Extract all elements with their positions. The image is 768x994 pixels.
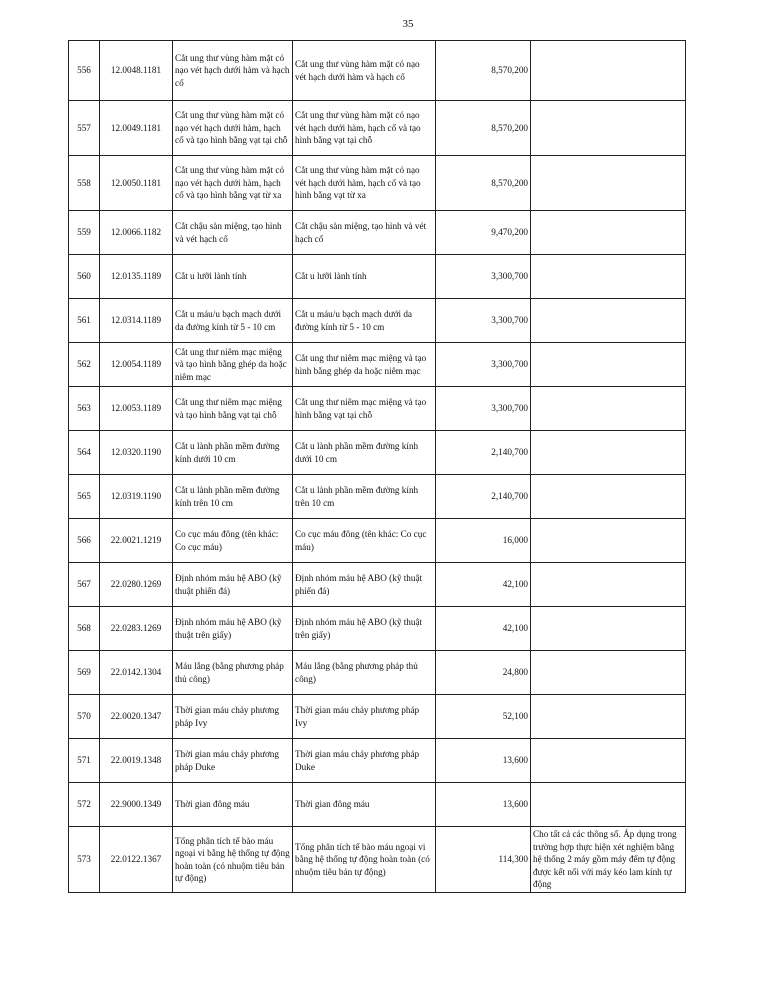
price-value: 42,100: [436, 563, 531, 607]
row-number: 565: [69, 475, 100, 519]
service-name-approved: Co cục máu đông (tên khác: Co cục máu): [293, 519, 436, 563]
note-cell: [531, 783, 686, 827]
note-cell: [531, 475, 686, 519]
note-cell: [531, 299, 686, 343]
note-cell: [531, 607, 686, 651]
service-code: 22.0142.1304: [100, 651, 173, 695]
service-name-approved: Tổng phân tích tế bào máu ngoại vi bằng hệ thống tự động hoàn toàn (có nhuộm tiêu bản tự động): [293, 827, 436, 893]
table-row: [69, 343, 686, 387]
table-row: [69, 387, 686, 431]
row-number: 568: [69, 607, 100, 651]
price-value: 8,570,200: [436, 156, 531, 211]
note-cell: [531, 651, 686, 695]
service-name: Thời gian đông máu: [173, 783, 293, 827]
service-code: 22.0122.1367: [100, 827, 173, 893]
table-row: [69, 211, 686, 255]
table-row: [69, 41, 686, 101]
price-table-body: [69, 41, 686, 893]
price-value: 3,300,700: [436, 343, 531, 387]
price-value: 13,600: [436, 739, 531, 783]
service-name-approved: Cắt ung thư niêm mạc miệng và tạo hình bằng ghép da hoặc niêm mạc: [293, 343, 436, 387]
price-value: 42,100: [436, 607, 531, 651]
note-cell: [531, 431, 686, 475]
service-code: 12.0320.1190: [100, 431, 173, 475]
service-name-approved: Cắt u máu/u bạch mạch dưới da đường kính từ 5 - 10 cm: [293, 299, 436, 343]
service-name-approved: Cắt u lành phần mềm đường kính dưới 10 cm: [293, 431, 436, 475]
service-name-approved: Máu lắng (bằng phương pháp thủ công): [293, 651, 436, 695]
row-number: 571: [69, 739, 100, 783]
service-code: 22.0020.1347: [100, 695, 173, 739]
service-name: Định nhóm máu hệ ABO (kỹ thuật phiến đá): [173, 563, 293, 607]
service-code: 12.0135.1189: [100, 255, 173, 299]
note-cell: [531, 563, 686, 607]
note-cell: [531, 739, 686, 783]
row-number: 562: [69, 343, 100, 387]
price-value: 3,300,700: [436, 299, 531, 343]
note-cell: [531, 41, 686, 101]
row-number: 569: [69, 651, 100, 695]
table-row: [69, 156, 686, 211]
row-number: 567: [69, 563, 100, 607]
service-name-approved: Cắt u lành phần mềm đường kính trên 10 cm: [293, 475, 436, 519]
service-code: 12.0050.1181: [100, 156, 173, 211]
service-name: Cắt u lành phần mềm đường kính dưới 10 cm: [173, 431, 293, 475]
service-name: Tổng phân tích tế bào máu ngoại vi bằng hệ thống tự động hoàn toàn (có nhuộm tiêu bản tự động): [173, 827, 293, 893]
service-code: 12.0314.1189: [100, 299, 173, 343]
table-row: [69, 299, 686, 343]
service-code: 12.0053.1189: [100, 387, 173, 431]
price-value: 13,600: [436, 783, 531, 827]
row-number: 558: [69, 156, 100, 211]
service-name: Cắt u máu/u bạch mạch dưới da đường kính từ 5 - 10 cm: [173, 299, 293, 343]
price-value: 3,300,700: [436, 387, 531, 431]
row-number: 561: [69, 299, 100, 343]
service-code: 22.0021.1219: [100, 519, 173, 563]
service-name-approved: Định nhóm máu hệ ABO (kỹ thuật phiến đá): [293, 563, 436, 607]
note-cell: [531, 211, 686, 255]
price-value: 8,570,200: [436, 41, 531, 101]
note-cell: [531, 695, 686, 739]
table-row: [69, 431, 686, 475]
price-value: 9,470,200: [436, 211, 531, 255]
row-number: 570: [69, 695, 100, 739]
service-name: Thời gian máu chảy phương pháp Ivy: [173, 695, 293, 739]
service-name: Cắt chậu sàn miệng, tạo hình và vét hạch cổ: [173, 211, 293, 255]
note-cell: [531, 387, 686, 431]
price-value: 2,140,700: [436, 431, 531, 475]
service-name: Cắt u lành phần mềm đường kính trên 10 cm: [173, 475, 293, 519]
row-number: 572: [69, 783, 100, 827]
page-number: 35: [402, 18, 414, 30]
service-name: Cắt u lưỡi lành tính: [173, 255, 293, 299]
price-table: [68, 40, 686, 893]
service-code: 22.0019.1348: [100, 739, 173, 783]
service-code: 22.0280.1269: [100, 563, 173, 607]
table-row: [69, 563, 686, 607]
price-value: 8,570,200: [436, 101, 531, 156]
row-number: 566: [69, 519, 100, 563]
row-number: 573: [69, 827, 100, 893]
service-name-approved: Cắt chậu sàn miệng, tạo hình và vét hạch cổ: [293, 211, 436, 255]
service-name: Cắt ung thư niêm mạc miệng và tạo hình bằng vạt tại chỗ: [173, 387, 293, 431]
service-code: 12.0048.1181: [100, 41, 173, 101]
table-row: [69, 695, 686, 739]
service-name: Thời gian máu chảy phương pháp Duke: [173, 739, 293, 783]
service-name-approved: Cắt ung thư vùng hàm mặt có nạo vét hạch dưới hàm, hạch cổ và tạo hình bằng vạt từ xa: [293, 156, 436, 211]
service-code: 22.9000.1349: [100, 783, 173, 827]
row-number: 559: [69, 211, 100, 255]
price-value: 16,000: [436, 519, 531, 563]
table-row: [69, 519, 686, 563]
price-value: 2,140,700: [436, 475, 531, 519]
service-name-approved: Cắt u lưỡi lành tính: [293, 255, 436, 299]
note-cell: [531, 343, 686, 387]
table-row: [69, 255, 686, 299]
note-cell: [531, 101, 686, 156]
service-name: Máu lắng (bằng phương pháp thủ công): [173, 651, 293, 695]
price-value: 52,100: [436, 695, 531, 739]
table-row: [69, 783, 686, 827]
price-value: 114,300: [436, 827, 531, 893]
row-number: 557: [69, 101, 100, 156]
service-name: Định nhóm máu hệ ABO (kỹ thuật trên giấy): [173, 607, 293, 651]
note-cell: [531, 519, 686, 563]
note-cell: [531, 156, 686, 211]
table-row: [69, 475, 686, 519]
service-name-approved: Cắt ung thư vùng hàm mặt có nạo vét hạch dưới hàm và hạch cổ: [293, 41, 436, 101]
service-code: 12.0066.1182: [100, 211, 173, 255]
service-name-approved: Cắt ung thư niêm mạc miệng và tạo hình bằng vạt tại chỗ: [293, 387, 436, 431]
row-number: 563: [69, 387, 100, 431]
price-value: 24,800: [436, 651, 531, 695]
price-value: 3,300,700: [436, 255, 531, 299]
table-row: [69, 607, 686, 651]
row-number: 556: [69, 41, 100, 101]
service-code: 12.0049.1181: [100, 101, 173, 156]
service-name: Cắt ung thư vùng hàm mặt có nạo vét hạch dưới hàm, hạch cổ và tạo hình bằng vạt từ xa: [173, 156, 293, 211]
row-number: 564: [69, 431, 100, 475]
table-row: [69, 101, 686, 156]
service-code: 22.0283.1269: [100, 607, 173, 651]
service-name: Cắt ung thư vùng hàm mặt có nạo vét hạch dưới hàm, hạch cổ và tạo hình bằng vạt tại chỗ: [173, 101, 293, 156]
service-code: 12.0054.1189: [100, 343, 173, 387]
table-row: [69, 651, 686, 695]
service-name-approved: Định nhóm máu hệ ABO (kỹ thuật trên giấy): [293, 607, 436, 651]
table-row: [69, 827, 686, 893]
service-name-approved: Thời gian máu chảy phương pháp Ivy: [293, 695, 436, 739]
service-name-approved: Thời gian máu chảy phương pháp Duke: [293, 739, 436, 783]
service-name: Co cục máu đông (tên khác: Co cục máu): [173, 519, 293, 563]
service-name: Cắt ung thư vùng hàm mặt có nạo vét hạch dưới hàm và hạch cổ: [173, 41, 293, 101]
service-name: Cắt ung thư niêm mạc miệng và tạo hình bằng ghép da hoặc niêm mạc: [173, 343, 293, 387]
service-code: 12.0319.1190: [100, 475, 173, 519]
table-row: [69, 739, 686, 783]
service-name-approved: Cắt ung thư vùng hàm mặt có nạo vét hạch dưới hàm, hạch cổ và tạo hình bằng vạt tại chỗ: [293, 101, 436, 156]
note-cell: Cho tất cả các thông số. Áp dụng trong trường hợp thực hiện xét nghiệm bằng hệ thống 2 máy gồm máy đếm tự động được kết nối với máy kéo lam kính tự động: [531, 827, 686, 893]
service-name-approved: Thời gian đông máu: [293, 783, 436, 827]
row-number: 560: [69, 255, 100, 299]
note-cell: [531, 255, 686, 299]
